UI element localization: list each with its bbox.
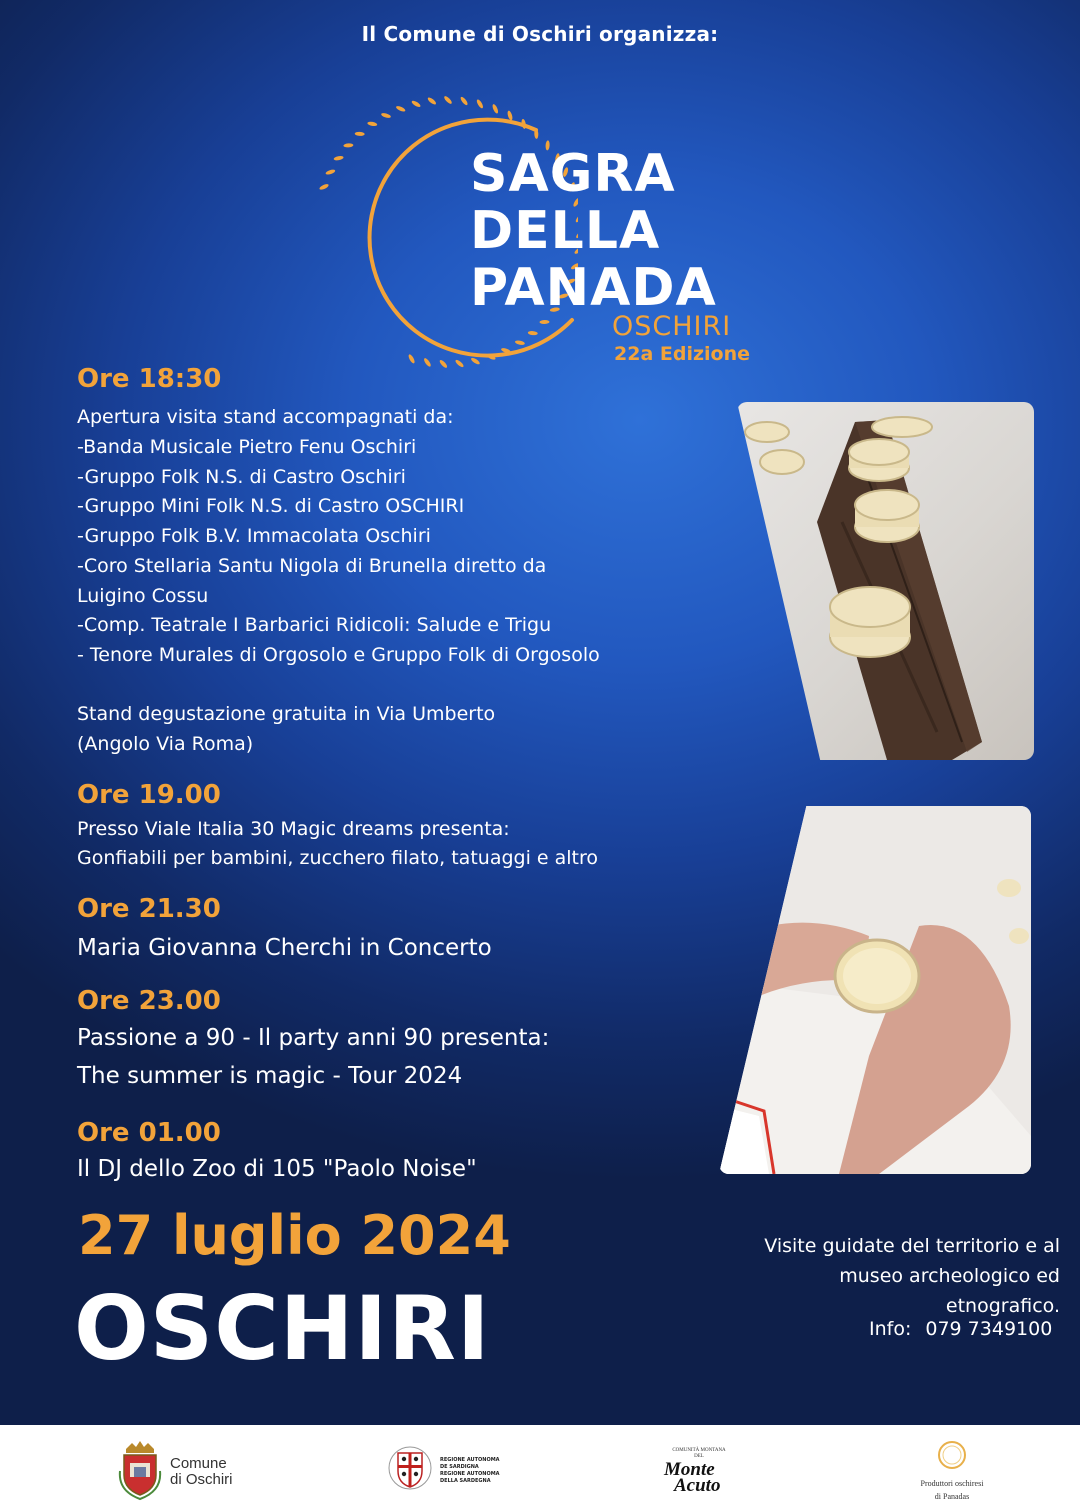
time-2130: Ore 21.30 xyxy=(77,894,221,924)
program-line: Gonfiabili per bambini, zucchero filato, tatuaggi e altro xyxy=(77,847,599,869)
program-line: Apertura visita stand accompagnati da: xyxy=(77,406,454,428)
footer-sponsors xyxy=(0,1425,1080,1511)
oschiri-coat-of-arms-icon xyxy=(118,1441,162,1501)
program-line: -Coro Stellaria Santu Nigola di Brunella diretto da xyxy=(77,555,547,577)
logo-title xyxy=(470,146,717,317)
program-line: Maria Giovanna Cherchi in Concerto xyxy=(77,935,492,961)
program-line: Luigino Cossu xyxy=(77,585,209,607)
time-1830: Ore 18:30 xyxy=(77,364,222,394)
guided-visits xyxy=(680,1231,1060,1321)
event-date: 27 luglio 2024 xyxy=(78,1204,511,1267)
regione-label: REGIONE AUTONOMA DE SARDIGNA REGIONE AUTONOMA DELLA SARDEGNA xyxy=(440,1457,500,1484)
comune-label: Comune di Oschiri xyxy=(170,1455,233,1488)
program-line: -Banda Musicale Pietro Fenu Oschiri xyxy=(77,436,417,458)
monte-acuto-small-label: COMUNITÀ MONTANA DEL xyxy=(672,1448,726,1459)
organizer-heading: Il Comune di Oschiri organizza: xyxy=(361,22,719,46)
event-city: OSCHIRI xyxy=(74,1277,491,1380)
program-line: Passione a 90 - Il party anni 90 presenta: xyxy=(77,1025,550,1051)
produttori-ring-logo-icon xyxy=(936,1439,968,1471)
time-1900: Ore 19.00 xyxy=(77,780,221,810)
logo-title-line-1: SAGRA xyxy=(470,144,676,204)
logo-title-line-3: PANADA xyxy=(470,258,717,318)
logo-place: OSCHIRI xyxy=(612,311,732,342)
photo-hands-shaping-panada xyxy=(719,806,1031,1174)
program-line: Stand degustazione gratuita in Via Umberto xyxy=(77,703,496,725)
visits-line: etnografico. xyxy=(945,1295,1060,1317)
program-line: (Angolo Via Roma) xyxy=(77,733,254,755)
logo-title-line-2: DELLA xyxy=(470,201,661,261)
program-line: -Comp. Teatrale I Barbarici Ridicoli: Salude e Trigu xyxy=(77,614,552,636)
info-contact xyxy=(869,1318,1052,1340)
program-line: -Gruppo Folk N.S. di Castro Oschiri xyxy=(77,466,406,488)
time-2300: Ore 23.00 xyxy=(77,986,221,1016)
info-phone: 079 7349100 xyxy=(925,1318,1053,1340)
info-label: Info: xyxy=(869,1318,912,1340)
sardinia-region-emblem-icon xyxy=(388,1443,432,1493)
time-0100: Ore 01.00 xyxy=(77,1118,221,1148)
program-line: The summer is magic - Tour 2024 xyxy=(77,1063,463,1089)
visits-line: Visite guidate del territorio e al xyxy=(764,1235,1060,1257)
photo-panadas-on-bark xyxy=(737,402,1034,760)
program-line: Presso Viale Italia 30 Magic dreams presenta: xyxy=(77,818,510,840)
visits-line: museo archeologico ed xyxy=(839,1265,1060,1287)
monte-acuto-wordmark: Monte Acuto xyxy=(664,1459,721,1496)
program-line: -Gruppo Folk B.V. Immacolata Oschiri xyxy=(77,525,431,547)
program-line: -Gruppo Mini Folk N.S. di Castro OSCHIRI xyxy=(77,495,465,517)
produttori-label: Produttori oschiresi di Panadas xyxy=(920,1479,984,1501)
program-line: - Tenore Murales di Orgosolo e Gruppo Folk di Orgosolo xyxy=(77,644,600,666)
logo-edition: 22a Edizione xyxy=(614,343,751,365)
program-line: Il DJ dello Zoo di 105 "Paolo Noise" xyxy=(77,1156,477,1182)
